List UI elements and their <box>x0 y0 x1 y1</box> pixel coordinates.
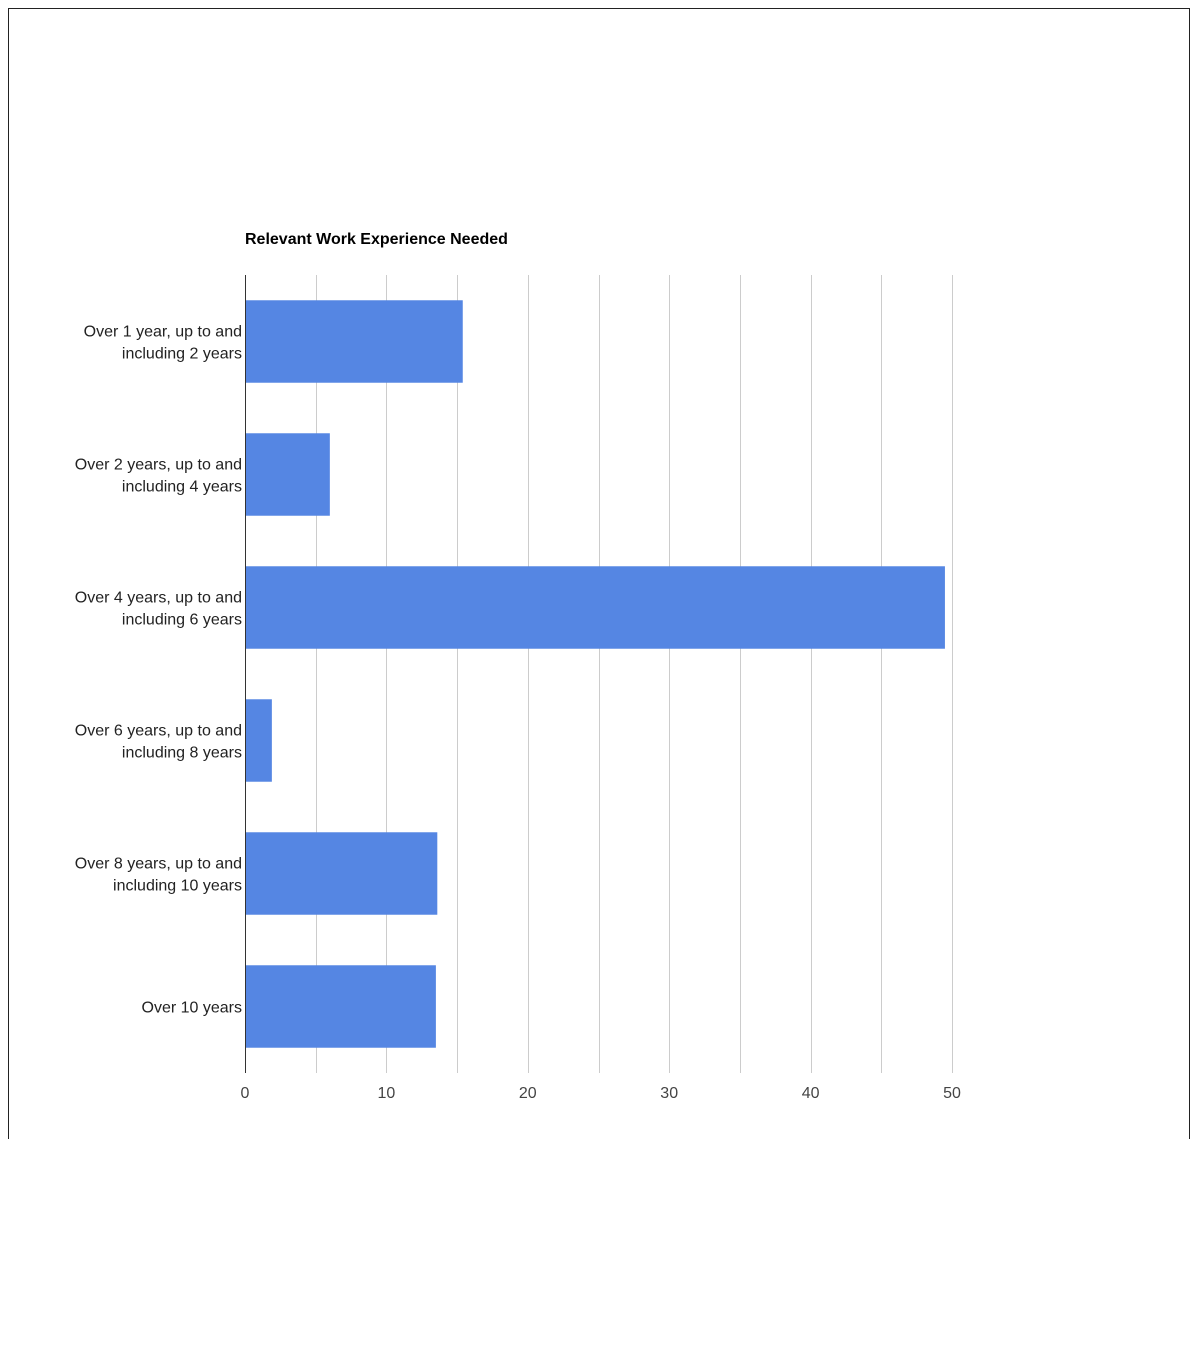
bar <box>245 566 945 648</box>
category-label: Over 8 years, up to and including 10 years <box>74 855 242 895</box>
bar <box>245 699 272 781</box>
category-label: Over 6 years, up to and including 8 years <box>74 722 242 762</box>
x-tick-label: 50 <box>943 1085 961 1102</box>
bar <box>245 433 330 515</box>
bar <box>245 300 463 382</box>
gridlines <box>317 275 953 1073</box>
x-tick-label: 30 <box>660 1085 679 1102</box>
bar <box>245 965 436 1047</box>
chart-title: Relevant Work Experience Needed <box>245 231 508 248</box>
category-label: Over 4 years, up to and including 6 years <box>74 589 242 629</box>
x-axis-tick-labels <box>241 1085 961 1102</box>
category-label: Over 2 years, up to and including 4 years <box>74 456 242 496</box>
bars <box>245 300 945 1047</box>
bar <box>245 832 437 914</box>
category-label: Over 10 years <box>141 999 242 1017</box>
x-tick-label: 10 <box>377 1085 396 1102</box>
x-tick-label: 0 <box>240 1085 250 1102</box>
x-tick-label: 40 <box>801 1085 820 1102</box>
category-label: Over 1 year, up to and including 2 years <box>83 323 242 363</box>
x-tick-label: 20 <box>518 1085 537 1102</box>
category-labels <box>75 324 242 1017</box>
